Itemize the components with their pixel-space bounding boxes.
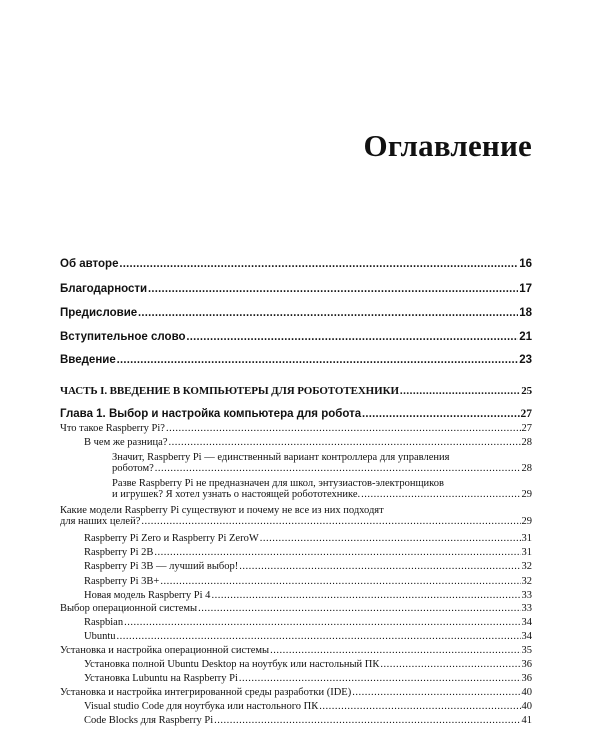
leader-dots xyxy=(214,715,520,726)
leader-dots xyxy=(117,631,521,642)
toc-page-number: 21 xyxy=(519,331,532,343)
toc-page-number: 25 xyxy=(521,385,532,397)
leader-dots xyxy=(160,576,520,587)
toc-page-number: 17 xyxy=(519,283,532,295)
toc-entry-label: Благодарности xyxy=(60,283,148,295)
toc-entry-acknowledgements[interactable] xyxy=(60,283,532,295)
toc-entry-label: Вступительное слово xyxy=(60,331,186,343)
toc-entry-label: Об авторе xyxy=(60,258,119,270)
leader-dots xyxy=(168,437,520,448)
toc-page-number: 23 xyxy=(519,354,532,366)
leader-dots xyxy=(124,617,520,628)
toc-entry-chapter-1[interactable] xyxy=(60,408,532,420)
toc-entry-label-line-1: Какие модели Raspberry Pi существуют и почему не все из них подходят xyxy=(60,505,384,516)
toc-entry-label: Ubuntu xyxy=(84,631,116,642)
toc-entry-ide-install[interactable] xyxy=(60,687,532,698)
toc-entry-label: роботом? xyxy=(112,463,154,474)
leader-dots xyxy=(166,423,521,434)
leader-dots xyxy=(198,603,520,614)
toc-entry-label: Предисловие xyxy=(60,307,138,319)
toc-entry-label: Raspberry Pi Zero и Raspberry Pi ZeroW xyxy=(84,533,259,544)
toc-entry-lubuntu-install[interactable] xyxy=(60,673,532,684)
toc-entry-label: ЧАСТЬ I. ВВЕДЕНИЕ В КОМПЬЮТЕРЫ ДЛЯ РОБОТОТЕХНИКИ xyxy=(60,385,399,397)
toc-entry-pi-zero[interactable] xyxy=(60,533,532,544)
leader-dots xyxy=(400,385,520,397)
leader-dots xyxy=(361,489,520,500)
toc-entry-preface[interactable] xyxy=(60,307,532,319)
toc-entry-label: Новая модель Raspberry Pi 4 xyxy=(84,590,211,601)
toc-entry-choosing-os[interactable] xyxy=(60,603,532,614)
toc-page-number: 35 xyxy=(521,645,532,656)
leader-dots xyxy=(319,701,520,712)
toc-page-number: 36 xyxy=(521,673,532,684)
toc-entry-label: Raspberry Pi 3B — лучший выбор! xyxy=(84,561,239,572)
leader-dots xyxy=(239,561,520,572)
toc-entry-label-line-1: Значит, Raspberry Pi — единственный вариант контроллера для управления xyxy=(112,452,450,463)
toc-page-number: 28 xyxy=(521,463,532,474)
toc-entry-label: Установка полной Ubuntu Desktop на ноутбук или настольный ПК xyxy=(84,659,380,670)
toc-entry-vscode[interactable] xyxy=(60,701,532,712)
toc-entry-what-is-raspberry-pi[interactable] xyxy=(60,423,532,434)
toc-page-number: 33 xyxy=(521,603,532,614)
toc-entry-label: Raspbian xyxy=(84,617,124,628)
leader-dots xyxy=(352,687,520,698)
toc-page-number: 29 xyxy=(521,489,532,500)
toc-entry-label: Raspberry Pi 2B xyxy=(84,547,154,558)
leader-dots xyxy=(117,354,518,366)
toc-entry-raspbian[interactable] xyxy=(60,617,532,628)
toc-entry-part-1[interactable] xyxy=(60,385,532,397)
leader-dots xyxy=(211,590,520,601)
toc-page-number: 36 xyxy=(521,659,532,670)
toc-entry-code-blocks[interactable] xyxy=(60,715,532,726)
leader-dots xyxy=(119,258,518,270)
leader-dots xyxy=(138,307,518,319)
toc-page-number: 34 xyxy=(521,631,532,642)
toc-page-number: 18 xyxy=(519,307,532,319)
toc-page-number: 29 xyxy=(521,516,532,527)
toc-entry-which-models-exist[interactable] xyxy=(60,505,532,527)
toc-entry-label: Что такое Raspberry Pi? xyxy=(60,423,165,434)
toc-entry-label: Установка и настройка операционной системы xyxy=(60,645,270,656)
leader-dots xyxy=(270,645,520,656)
leader-dots xyxy=(362,408,519,420)
toc-entry-what-is-the-difference[interactable] xyxy=(60,437,532,448)
leader-dots xyxy=(155,463,521,474)
toc-page-number: 32 xyxy=(521,561,532,572)
toc-page-number: 40 xyxy=(521,687,532,698)
toc-entry-about-author[interactable] xyxy=(60,258,532,270)
leader-dots xyxy=(141,516,520,527)
toc-page-number: 33 xyxy=(521,590,532,601)
toc-entry-introduction[interactable] xyxy=(60,354,532,366)
toc-entry-os-install[interactable] xyxy=(60,645,532,656)
toc-entry-pi-2b[interactable] xyxy=(60,547,532,558)
toc-entry-label: Raspberry Pi 3B+ xyxy=(84,576,160,587)
toc-entry-label: Установка Lubuntu на Raspberry Pi xyxy=(84,673,238,684)
toc-entry-label-line-1: Разве Raspberry Pi не предназначен для школ, энтузиастов-электронщиков xyxy=(112,478,444,489)
toc-page-number: 31 xyxy=(521,547,532,558)
leader-dots xyxy=(187,331,519,343)
leader-dots xyxy=(260,533,521,544)
toc-entry-label: Глава 1. Выбор и настройка компьютера для робота xyxy=(60,408,362,420)
toc-page-number: 28 xyxy=(521,437,532,448)
toc-entry-foreword[interactable] xyxy=(60,331,532,343)
toc-page-number: 40 xyxy=(521,701,532,712)
toc-page-number: 34 xyxy=(521,617,532,628)
leader-dots xyxy=(148,283,518,295)
page-title: Оглавление xyxy=(363,128,532,163)
toc-entry-label: Code Blocks для Raspberry Pi xyxy=(84,715,214,726)
toc-page-number: 27 xyxy=(520,408,532,420)
toc-entry-only-controller-option[interactable] xyxy=(60,452,532,474)
toc-entry-label: для наших целей? xyxy=(60,516,141,527)
leader-dots xyxy=(380,659,520,670)
toc-page-number: 41 xyxy=(521,715,532,726)
toc-entry-label: и игрушек? Я хотел узнать о настоящей робототехнике. xyxy=(112,489,361,500)
toc-page-number: 32 xyxy=(521,576,532,587)
toc-page-number: 31 xyxy=(521,533,532,544)
leader-dots xyxy=(239,673,521,684)
toc-entry-label: Выбор операционной системы xyxy=(60,603,198,614)
toc-entry-label: Visual studio Code для ноутбука или настольного ПК xyxy=(84,701,319,712)
toc-entry-label: В чем же разница? xyxy=(84,437,168,448)
toc-entry-ubuntu-desktop-install[interactable] xyxy=(60,659,532,670)
toc-entry-pi-3b-plus[interactable] xyxy=(60,576,532,587)
toc-entry-label: Введение xyxy=(60,354,116,366)
toc-page-number: 27 xyxy=(521,423,532,434)
toc-entry-ubuntu[interactable] xyxy=(60,631,532,642)
table-of-contents xyxy=(60,0,532,750)
toc-entry-pi-3b[interactable] xyxy=(60,561,532,572)
leader-dots xyxy=(154,547,520,558)
toc-page-number: 16 xyxy=(519,258,532,270)
toc-entry-pi-4[interactable] xyxy=(60,590,532,601)
toc-entry-label: Установка и настройка интегрированной среды разработки (IDE) xyxy=(60,687,352,698)
toc-entry-not-for-schools[interactable] xyxy=(60,478,532,500)
